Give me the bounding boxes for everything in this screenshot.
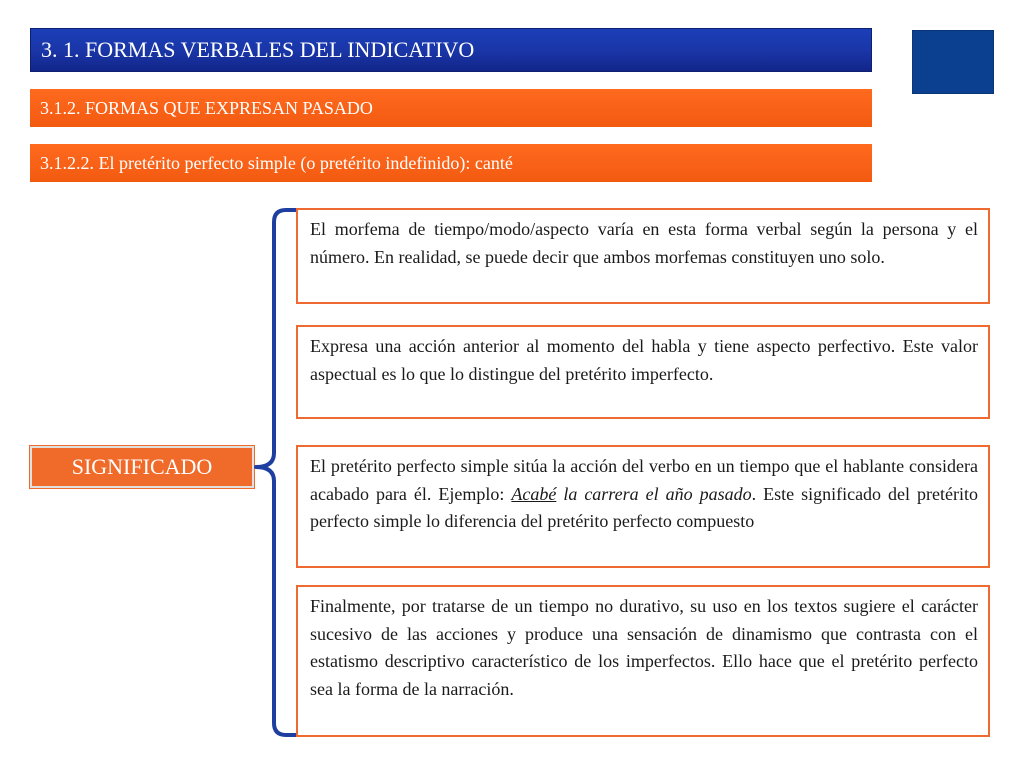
- section-heading-band: [30, 89, 872, 127]
- meaning-text-part2: . Este significado del pretérito perfecto simple lo diferencia del pretérito perfecto compuesto: [310, 483, 978, 531]
- meaning-text-part1: El pretérito perfecto simple sitúa la acción del verbo en un tiempo que el hablante considera acabado para él. Ejemplo:: [310, 456, 978, 504]
- curly-brace-connector: [250, 205, 300, 740]
- decorative-corner-square: [912, 30, 994, 94]
- subsection-heading-band: [30, 144, 872, 182]
- meaning-box-anterior-action: [296, 325, 990, 419]
- meaning-text-morpheme: El morfema de tiempo/modo/aspecto varía en esta forma verbal según la persona y el número. En realidad, se puede decir que ambos morfemas constituyen uno solo.: [310, 219, 978, 267]
- significado-label-box: [30, 446, 254, 488]
- example-verb: Acabé: [511, 483, 557, 504]
- section-heading: 3.1.2. FORMAS QUE EXPRESAN PASADO: [40, 97, 373, 118]
- slide-title-band: [30, 28, 872, 72]
- subsection-heading: 3.1.2.2. El pretérito perfecto simple (o pretérito indefinido): canté: [40, 152, 513, 173]
- significado-label: SIGNIFICADO: [71, 454, 213, 479]
- meaning-text-narration: Finalmente, por tratarse de un tiempo no durativo, su uso en los textos sugiere el carácter sucesivo de las acciones y produce una sensación de dinamismo que contrasta con el estatismo descriptivo característico de los imperfectos. Ello hace que el pretérito perfecto sea la forma de la narración.: [310, 596, 978, 699]
- slide-title: 3. 1. FORMAS VERBALES DEL INDICATIVO: [41, 37, 475, 62]
- meaning-box-narration: [296, 585, 990, 737]
- meaning-box-finished-time: [296, 445, 990, 568]
- meaning-box-morpheme: [296, 208, 990, 304]
- example-rest: la carrera el año pasado: [556, 483, 752, 504]
- meaning-text-anterior-action: Expresa una acción anterior al momento del habla y tiene aspecto perfectivo. Este valor aspectual es lo que lo distingue del pretérito imperfecto.: [310, 336, 978, 384]
